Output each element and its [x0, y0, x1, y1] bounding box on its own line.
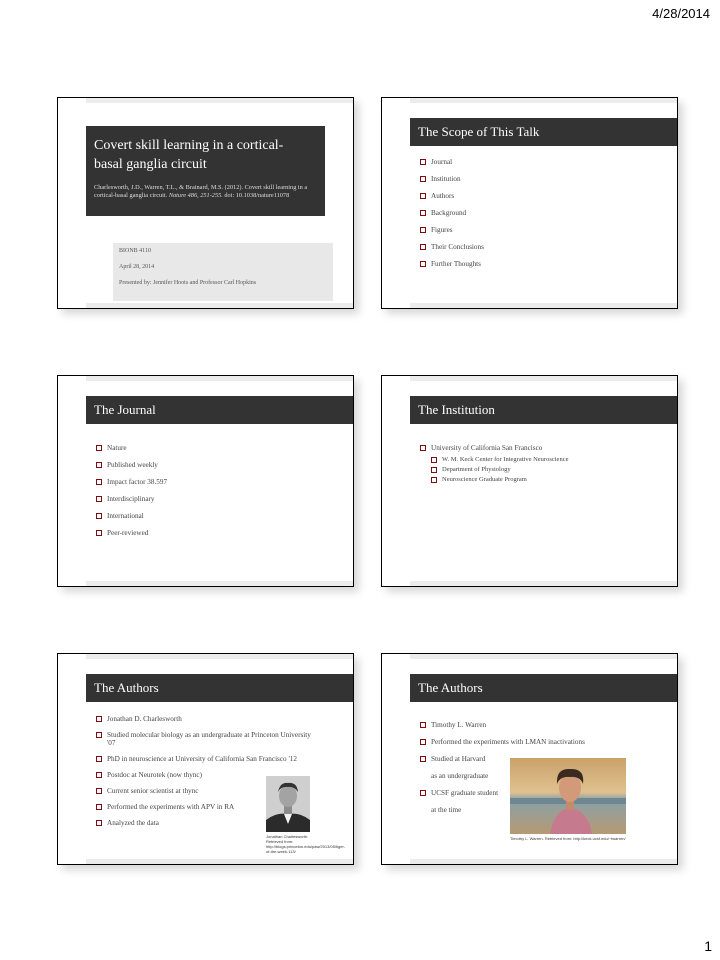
square-bullet-icon — [420, 756, 426, 762]
list-item: Nature — [96, 444, 167, 452]
title-box — [86, 126, 325, 216]
list-item: Jonathan D. Charlesworth — [96, 715, 311, 723]
slide-institution — [381, 375, 678, 587]
list-item: Interdisciplinary — [96, 495, 167, 503]
list-item: Figures — [420, 226, 484, 234]
square-bullet-icon — [96, 804, 102, 810]
square-bullet-icon — [420, 261, 426, 267]
list-item: Impact factor 38.597 — [96, 478, 167, 486]
square-bullet-icon — [420, 210, 426, 216]
slide-top-band — [410, 98, 677, 103]
list-item: UCSF graduate student — [420, 789, 520, 797]
list-item: Studied molecular biology as an undergraduate at Princeton University '07 — [96, 731, 311, 747]
list-item: International — [96, 512, 167, 520]
slide-heading: The Scope of This Talk — [410, 118, 677, 146]
slide-top-band — [410, 654, 677, 659]
list-item: Their Conclusions — [420, 243, 484, 251]
slide-heading: The Authors — [86, 674, 353, 702]
list-item: University of California San Francisco — [420, 444, 568, 452]
square-bullet-icon — [420, 176, 426, 182]
author-photo-warren — [510, 758, 626, 834]
list-subitem: Department of Physiology — [431, 466, 568, 473]
slide-heading: The Institution — [410, 396, 677, 424]
square-bullet-icon — [420, 790, 426, 796]
square-bullet-icon — [96, 445, 102, 451]
citation-text: Charlesworth, J.D., Warren, T.L., & Brainard, M.S. (2012). Covert skill learning in a cortical-basal ganglia circuit. — [94, 184, 308, 199]
square-bullet-icon — [96, 479, 102, 485]
square-bullet-icon — [431, 467, 437, 473]
list-item-continuation: at the time — [431, 806, 462, 814]
list-item: Analyzed the data — [96, 819, 257, 827]
authors2-list — [420, 721, 585, 814]
list-item: PhD in neuroscience at University of California San Francisco '12 — [96, 755, 311, 763]
page-number: 1 — [704, 938, 712, 954]
slide-bottom-band — [86, 303, 353, 308]
author-photo-charlesworth — [266, 776, 310, 832]
print-date: 4/28/2014 — [652, 6, 710, 21]
slide-top-band — [86, 654, 353, 659]
list-item: Background — [420, 209, 484, 217]
square-bullet-icon — [96, 772, 102, 778]
list-item: Current senior scientist at thync — [96, 787, 257, 795]
square-bullet-icon — [420, 227, 426, 233]
slide-authors-2 — [381, 653, 678, 865]
presenters: Presented by: Jennifer Hoots and Professor Carl Hopkins — [119, 280, 257, 286]
square-bullet-icon — [431, 457, 437, 463]
list-item: Peer-reviewed — [96, 529, 167, 537]
presentation-date: April 28, 2014 — [119, 264, 155, 270]
photo-caption: Timothy L. Warren. Retrieved from: http://keck.ucsf.edu/~twarren/ — [510, 836, 626, 841]
list-item: Timothy L. Warren — [420, 721, 520, 729]
slide-journal — [57, 375, 354, 587]
list-item: Studied at Harvard — [420, 755, 520, 763]
square-bullet-icon — [96, 462, 102, 468]
list-subitem: Neuroscience Graduate Program — [431, 476, 568, 483]
slide-title — [57, 97, 354, 309]
list-item: Performed the experiments with LMAN inactivations — [420, 738, 631, 746]
slide-authors-1 — [57, 653, 354, 865]
square-bullet-icon — [420, 445, 426, 451]
square-bullet-icon — [96, 756, 102, 762]
list-item-continuation: as an undergraduate — [431, 772, 489, 780]
slide-top-band — [86, 98, 353, 103]
square-bullet-icon — [96, 530, 102, 536]
square-bullet-icon — [420, 722, 426, 728]
square-bullet-icon — [96, 820, 102, 826]
list-item: Postdoc at Neurotek (now thync) — [96, 771, 257, 779]
slide-bottom-band — [410, 581, 677, 586]
photo-caption: Jonathan Charlesworth. Retrieved from: http://blogs.princeton.edu/paw/2013/05/tiger-of-the-week-113/ — [266, 834, 346, 854]
slide-bottom-band — [410, 303, 677, 308]
square-bullet-icon — [431, 477, 437, 483]
list-item: Further Thoughts — [420, 260, 484, 268]
square-bullet-icon — [96, 732, 102, 738]
slide-title-text: Covert skill learning in a cortical-basal ganglia circuit — [94, 138, 284, 172]
citation — [94, 184, 311, 200]
presentation-info-box — [113, 243, 333, 301]
square-bullet-icon — [96, 513, 102, 519]
square-bullet-icon — [96, 788, 102, 794]
square-bullet-icon — [96, 716, 102, 722]
slide-top-band — [86, 376, 353, 381]
slide-heading: The Journal — [86, 396, 353, 424]
slide-heading: The Authors — [410, 674, 677, 702]
slide-bottom-band — [86, 859, 353, 864]
list-item: Institution — [420, 175, 484, 183]
list-item: Performed the experiments with APV in RA — [96, 803, 277, 811]
journal-list — [96, 444, 167, 537]
slide-bottom-band — [86, 581, 353, 586]
institution-list — [420, 444, 568, 483]
slide-top-band — [410, 376, 677, 381]
course-code: BIONB 4110 — [119, 248, 151, 254]
scope-list — [420, 158, 484, 268]
square-bullet-icon — [420, 159, 426, 165]
square-bullet-icon — [420, 739, 426, 745]
citation-journal: Nature 486, 251-255. — [168, 192, 223, 199]
list-item: Published weekly — [96, 461, 167, 469]
square-bullet-icon — [96, 496, 102, 502]
list-subitem: W. M. Keck Center for Integrative Neuroscience — [431, 456, 568, 463]
square-bullet-icon — [420, 193, 426, 199]
slide-bottom-band — [410, 859, 677, 864]
square-bullet-icon — [420, 244, 426, 250]
slide-scope — [381, 97, 678, 309]
list-item: Authors — [420, 192, 484, 200]
citation-doi: doi: 10.1038/nature11078 — [222, 192, 290, 199]
list-item: Journal — [420, 158, 484, 166]
